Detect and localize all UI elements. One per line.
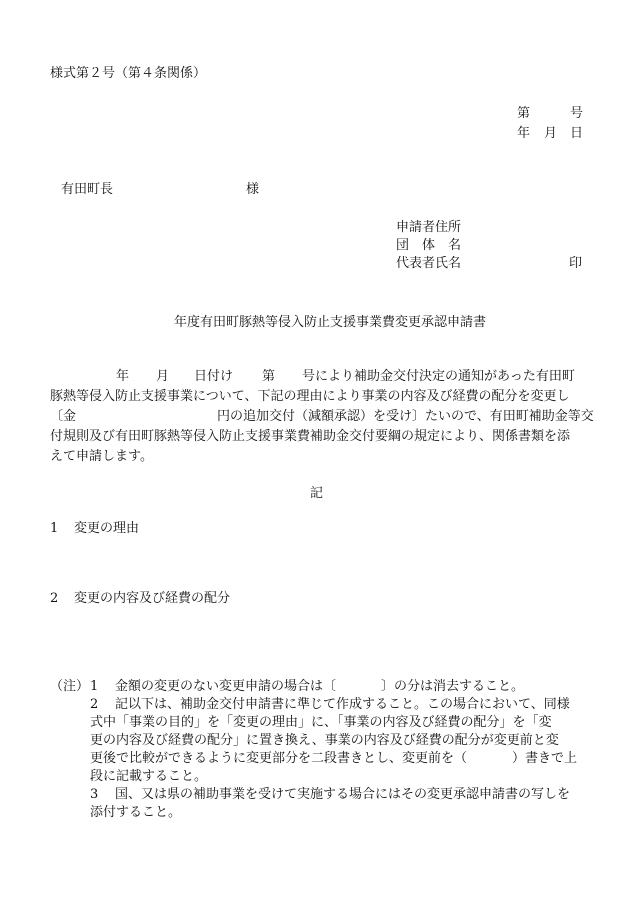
body-line-2: 豚熱等侵入防止支援事業について、下記の理由により事業の内容及び経費の配分を変更し bbox=[50, 389, 570, 404]
body-line-5: えて申請します。 bbox=[50, 449, 153, 464]
form-number: 様式第２号（第４条関係） bbox=[50, 66, 207, 81]
doc-number-go: 号 bbox=[570, 106, 584, 121]
ki-heading: 記 bbox=[310, 486, 324, 501]
note-3-number: 3 bbox=[90, 787, 99, 802]
doc-number-dai: 第 bbox=[517, 106, 531, 121]
item-2-number: 2 bbox=[50, 591, 59, 606]
document-title: 年度有田町豚熱等侵入防止支援事業費変更承認申請書 bbox=[174, 315, 487, 330]
note-1-number: 1 bbox=[90, 679, 99, 694]
note-2-line-1: 記以下は、補助金交付申請書に準じて作成すること。この場合において、同様 bbox=[115, 697, 570, 712]
note-1-text-a: 金額の変更のない変更申請の場合は〔 bbox=[115, 679, 337, 694]
note-3-line-1: 国、又は県の補助事業を受けて実施する場合にはその変更承認申請書の写しを bbox=[115, 787, 571, 802]
addressee-honorific: 様 bbox=[246, 182, 260, 197]
body-line-4: 付規則及び有田町豚熱等侵入防止支援事業費補助金交付要綱の規定により、関係書類を添 bbox=[50, 429, 571, 444]
applicant-rep-label: 代表者氏名 bbox=[396, 256, 462, 271]
note-3-line-2: 添付すること。 bbox=[90, 805, 182, 820]
applicant-address-label: 申請者住所 bbox=[396, 220, 462, 235]
notes-label: （注） bbox=[50, 679, 90, 694]
date-month: 月 bbox=[544, 126, 558, 141]
note-2-line-4b: ）書きで上 bbox=[512, 751, 578, 766]
date-day: 日 bbox=[570, 126, 584, 141]
body-line-3: 〔金 円の追加交付（減額承認）を受け〕たいので、有田町補助金等交 bbox=[50, 409, 594, 424]
note-2-line-5: 段に記載すること。 bbox=[90, 769, 208, 784]
addressee-name: 有田町長 bbox=[61, 182, 114, 197]
date-year: 年 bbox=[517, 126, 531, 141]
applicant-org-label: 団 体 名 bbox=[396, 238, 462, 253]
note-2-line-2: 式中「事業の目的」を「変更の理由」に、「事業の内容及び経費の配分」を「変 bbox=[90, 715, 552, 730]
note-2-line-3: 更の内容及び経費の配分」に置き換え、事業の内容及び経費の配分が変更前と変 bbox=[90, 733, 559, 748]
item-1-number: 1 bbox=[50, 521, 59, 536]
item-2-label: 変更の内容及び経費の配分 bbox=[74, 591, 231, 606]
seal-mark: 印 bbox=[569, 256, 583, 271]
note-2-number: 2 bbox=[90, 697, 99, 712]
item-1-label: 変更の理由 bbox=[74, 521, 140, 536]
note-2-line-4a: 更後で比較ができるように変更部分を二段書きとし、変更前を（ bbox=[90, 751, 468, 766]
note-1-text-b: 〕の分は消去すること。 bbox=[381, 679, 525, 694]
body-line-1: 年 月 日付け 第 号により補助金交付決定の通知があった有田町 bbox=[116, 369, 575, 384]
